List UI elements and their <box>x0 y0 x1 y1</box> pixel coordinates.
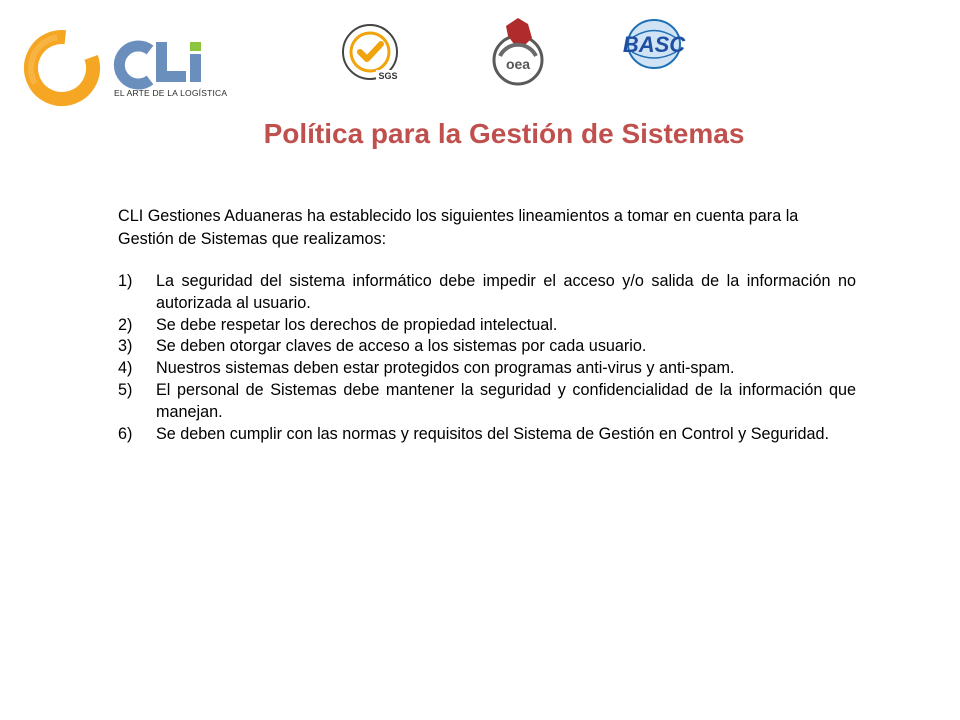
policy-item-text: Nuestros sistemas deben estar protegidos con programas anti-virus y anti-spam. <box>156 359 735 378</box>
cli-tagline: EL ARTE DE LA LOGÍSTICA <box>114 88 228 98</box>
policy-item <box>118 315 856 337</box>
page-title: Política para la Gestión de Sistemas <box>263 118 745 149</box>
policy-item-text: El personal de Sistemas debe mantener la seguridad y confidencialidad de la información que manejan. <box>156 380 856 421</box>
sgs-label: SGS <box>378 71 398 81</box>
policy-item <box>118 336 856 358</box>
basc-logo-icon <box>612 18 696 88</box>
policy-item-text: Se deben cumplir con las normas y requisitos del Sistema de Gestión en Control y Seguridad. <box>156 424 830 443</box>
policy-item <box>118 358 856 380</box>
policy-item-number: 4) <box>118 359 133 378</box>
oea-peru-seal-icon <box>488 16 550 88</box>
cli-logo <box>22 24 228 110</box>
oea-label: oea <box>505 56 531 72</box>
policy-item-text: Se debe respetar los derechos de propiedad intelectual. <box>156 315 558 334</box>
policy-item-number: 6) <box>118 424 133 443</box>
policy-item-number: 5) <box>118 380 133 399</box>
policy-item <box>118 271 856 315</box>
policy-item-text: La seguridad del sistema informático debe impedir el acceso y/o salida de la información no autorizada al usuario. <box>156 272 856 312</box>
sgs-certification-seal-icon <box>340 22 402 84</box>
basc-label: BASC <box>622 32 686 57</box>
policy-item <box>118 424 856 446</box>
policy-item-text: Se deben otorgar claves de acceso a los sistemas por cada usuario. <box>156 337 647 356</box>
policy-item <box>118 380 856 424</box>
intro-paragraph: CLI Gestiones Aduaneras ha establecido los siguientes lineamientos a tomar en cuenta para la Gestión de Sistemas que realizamos: <box>118 207 799 248</box>
policy-list <box>118 271 856 445</box>
policy-item-number: 2) <box>118 315 133 334</box>
policy-item-number: 3) <box>118 337 133 356</box>
policy-item-number: 1) <box>118 272 133 290</box>
